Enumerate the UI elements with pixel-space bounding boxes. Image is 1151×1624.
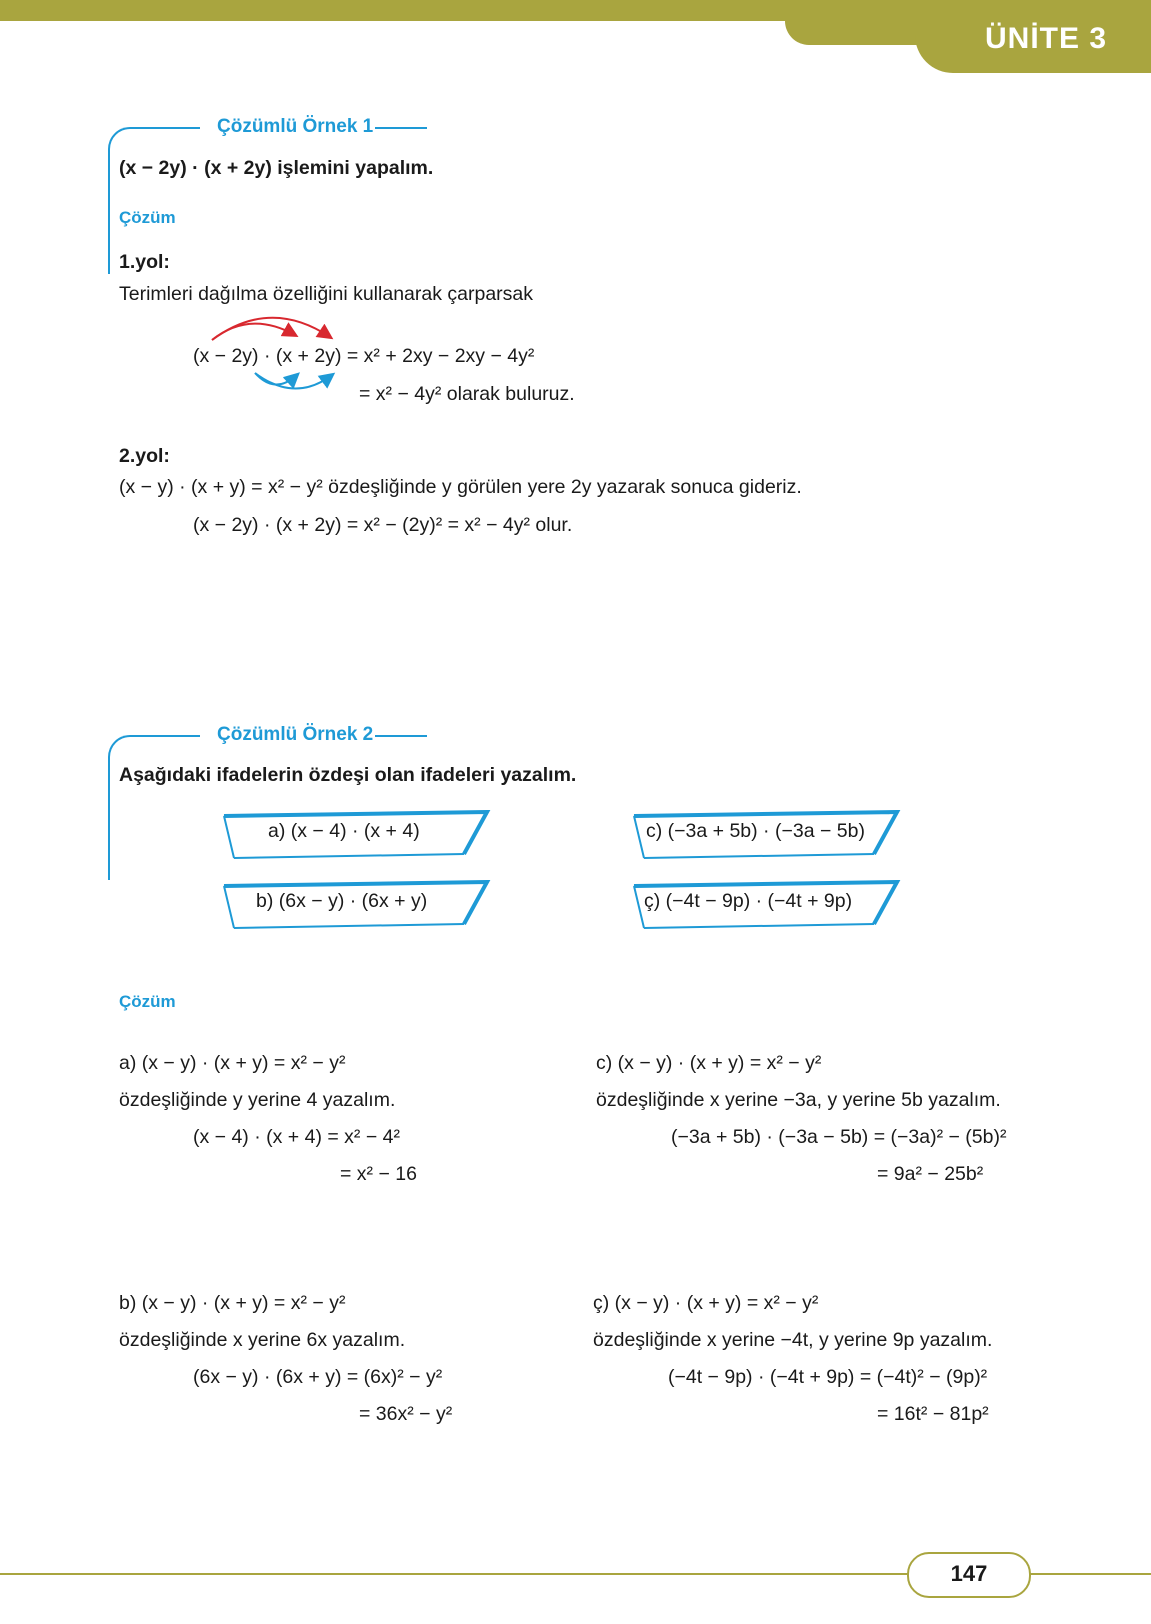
solution-b-line4: = 36x² − y²	[359, 1403, 453, 1425]
solution-cc-line3: (−4t − 9p) · (−4t + 9p) = (−4t)² − (9p)²	[668, 1366, 988, 1388]
arrow-red-2	[212, 318, 330, 340]
example2-bracket	[108, 735, 200, 880]
solution-b-line3: (6x − y) · (6x + y) = (6x)² − y²	[193, 1366, 443, 1388]
example2-title: Çözümlü Örnek 2	[217, 724, 374, 745]
unit-tab-notch	[785, 21, 925, 45]
unit-label: ÜNİTE 3	[985, 22, 1108, 55]
solution-c-line2: özdeşliğinde x yerine −3a, y yerine 5b yazalım.	[596, 1089, 1001, 1111]
box-label: a) (x − 4) · (x + 4)	[268, 820, 420, 842]
way1-label: 1.yol:	[119, 251, 170, 273]
example2-title-rule	[375, 735, 427, 737]
example2-question: Aşağıdaki ifadelerin özdeşi olan ifadeleri yazalım.	[119, 764, 577, 786]
way2-label: 2.yol:	[119, 445, 170, 467]
solution-c-line3: (−3a + 5b) · (−3a − 5b) = (−3a)² − (5b)²	[671, 1126, 1007, 1148]
arrow-blue-1	[255, 373, 297, 385]
way2-text: (x − y) · (x + y) = x² − y² özdeşliğinde y görülen yere 2y yazarak sonuca gideriz.	[119, 476, 802, 498]
expression-box-cc	[632, 880, 902, 924]
solution-a-line3: (x − 4) · (x + 4) = x² − 4²	[193, 1126, 400, 1148]
solution-c-line1: c) (x − y) · (x + y) = x² − y²	[596, 1052, 822, 1074]
box-label: ç) (−4t − 9p) · (−4t + 9p)	[644, 890, 853, 912]
arrow-blue-2	[255, 373, 332, 389]
solution-b-line2: özdeşliğinde x yerine 6x yazalım.	[119, 1329, 406, 1351]
solution-cc-line4: = 16t² − 81p²	[877, 1403, 989, 1425]
box-label: b) (6x − y) · (6x + y)	[256, 890, 428, 912]
expression-box-b	[222, 880, 492, 924]
solution-b-line1: b) (x − y) · (x + y) = x² − y²	[119, 1292, 346, 1314]
way1-text: Terimleri dağılma özelliğini kullanarak çarparsak	[119, 283, 534, 305]
box-label: c) (−3a + 5b) · (−3a − 5b)	[646, 820, 865, 842]
expression-box-a	[222, 810, 492, 854]
example1-question: (x − 2y) · (x + 2y) işlemini yapalım.	[119, 157, 434, 179]
way1-equation-1: (x − 2y) · (x + 2y) = x² + 2xy − 2xy − 4y²	[193, 345, 535, 367]
solution-cc-line2: özdeşliğinde x yerine −4t, y yerine 9p yazalım.	[593, 1329, 993, 1351]
example1-title-rule	[375, 127, 427, 129]
example2-solution-label: Çözüm	[119, 992, 176, 1011]
solution-c-line4: = 9a² − 25b²	[877, 1163, 984, 1185]
expression-box-c	[632, 810, 902, 854]
way2-equation: (x − 2y) · (x + 2y) = x² − (2y)² = x² − 4y² olur.	[193, 514, 573, 536]
solution-a-line2: özdeşliğinde y yerine 4 yazalım.	[119, 1089, 396, 1111]
example1-solution-label: Çözüm	[119, 208, 176, 227]
solution-a-line1: a) (x − y) · (x + y) = x² − y²	[119, 1052, 346, 1074]
page-number: 147	[950, 1561, 988, 1586]
way1-equation-2: = x² − 4y² olarak buluruz.	[359, 383, 575, 405]
solution-cc-line1: ç) (x − y) · (x + y) = x² − y²	[593, 1292, 819, 1314]
solution-a-line4: = x² − 16	[340, 1163, 417, 1185]
example1-title: Çözümlü Örnek 1	[217, 116, 374, 137]
